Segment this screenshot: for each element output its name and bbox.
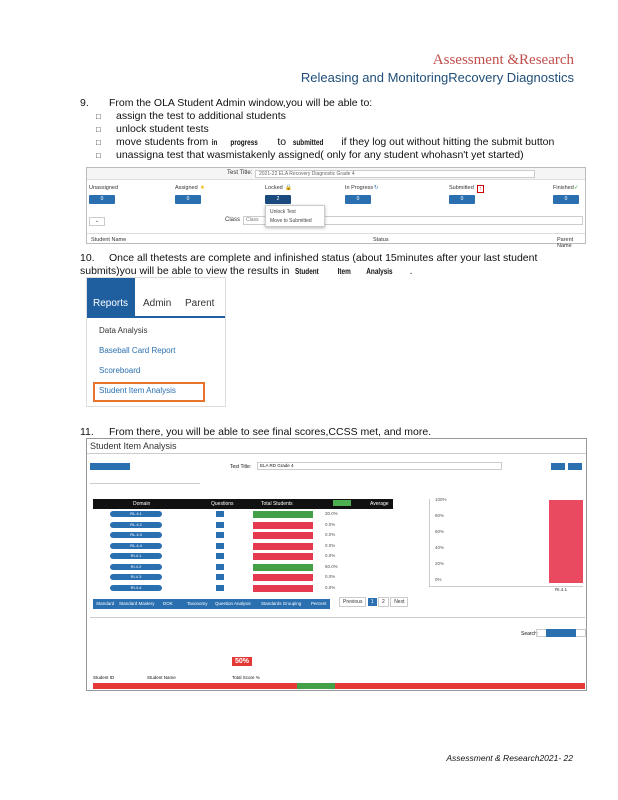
mastery-bar	[253, 543, 313, 550]
tab-question-analysis[interactable]: Question Analysis	[215, 601, 251, 606]
tab-standard-mastery[interactable]: Standard Mastery	[119, 601, 155, 606]
class-label: Class	[225, 217, 241, 223]
menu-data-analysis: Data Analysis	[99, 326, 148, 335]
axis-tick-label: 80%	[435, 513, 445, 518]
step9-number: 9.	[80, 97, 89, 109]
sia-test-title-label: Test Title:	[230, 464, 252, 470]
table-row	[93, 574, 336, 583]
step9-bullet-2: □ unlock student tests	[96, 123, 209, 135]
sia-tabs	[90, 475, 200, 484]
header-title: Assessment &Research	[432, 52, 574, 68]
mastery-bar	[253, 564, 313, 571]
in-progress-count-button[interactable]: 0	[345, 195, 371, 204]
sia-bottom-tabs	[93, 599, 330, 609]
test-title-label: Test Title:	[227, 170, 253, 176]
nav-parent[interactable]: Parent	[185, 298, 215, 309]
score-badge: 50%	[232, 657, 252, 666]
col-unassigned: Unassigned	[89, 185, 119, 191]
lock-icon: 🔒	[285, 185, 292, 191]
standard-button[interactable]: RI.4.4	[110, 585, 162, 591]
refresh-icon: ↻	[374, 185, 379, 191]
axis-tick-label: 0%	[435, 577, 442, 582]
header-subtitle: Releasing and MonitoringRecovery Diagnostics	[300, 70, 574, 85]
row-percent: 0.0%	[325, 532, 336, 537]
axis-tick-label: 100%	[435, 497, 447, 502]
mastery-bar	[253, 585, 313, 592]
nav-admin[interactable]: Admin	[143, 298, 172, 309]
footer: Assessment & Research2021- 22	[446, 753, 573, 763]
col-in-progress: In Progress	[345, 185, 374, 191]
table-row	[93, 584, 336, 594]
tab-percent[interactable]: Percent	[311, 601, 327, 606]
step9-bullet-4: □ unassigna test that wasmistakenly assigned( only for any student whohasn't yet started)	[96, 149, 524, 161]
submitted-icon: ↑	[479, 186, 482, 192]
submitted-count-button[interactable]: 0	[449, 195, 475, 204]
question-count-cell	[216, 585, 224, 591]
tab-taxonomy[interactable]: Taxonomy	[187, 601, 208, 606]
sia-title: Student Item Analysis	[90, 441, 177, 451]
step10-line2: submits)you will be able to view the results in Student Item Analysis .	[80, 265, 413, 277]
student-id-header[interactable]: Student ID	[93, 675, 115, 680]
sia-test-select[interactable]: ELA RD Grade 4	[257, 462, 502, 470]
standard-button[interactable]: RL.4.2	[110, 522, 162, 528]
test-title-bar	[87, 168, 585, 180]
student-admin-screenshot	[86, 167, 586, 249]
standard-button[interactable]: RI.4.1	[110, 553, 162, 559]
test-title-select[interactable]: 2021-22 ELA Recovery Diagnostic Grade 4	[255, 170, 535, 178]
sia-table-header	[93, 499, 393, 509]
col-total-students[interactable]: Total Students	[261, 501, 293, 507]
export-button[interactable]	[568, 463, 582, 470]
axis-tick-label: 60%	[435, 529, 445, 534]
menu-scoreboard[interactable]: Scoreboard	[99, 366, 141, 375]
status-columns	[87, 182, 585, 194]
tab-standard[interactable]: Standard	[96, 601, 115, 606]
step11-text: From there, you will be able to see final scores,CCSS met, and more.	[109, 426, 432, 438]
pager-page-2[interactable]: 2	[378, 597, 389, 607]
star-icon: ★	[200, 185, 205, 191]
step10-number: 10.	[80, 252, 95, 264]
question-count-cell	[216, 564, 224, 570]
axis-tick-label: 40%	[435, 545, 445, 550]
standard-button[interactable]: RI.4.3	[110, 574, 162, 580]
col-questions[interactable]: Questions	[211, 501, 234, 507]
mastery-bar	[253, 553, 313, 560]
step10-line1: Once all thetests are complete and infinished status (about 15minutes after your last student	[109, 252, 538, 264]
question-count-cell	[216, 511, 224, 517]
class-row	[87, 214, 585, 228]
row-percent: 0.0%	[325, 521, 336, 527]
col-assigned: Assigned	[175, 185, 198, 191]
col-average[interactable]: Average	[370, 501, 389, 507]
table-row	[93, 542, 336, 552]
go-button[interactable]	[551, 463, 565, 470]
student-score-row	[93, 683, 585, 689]
question-count-cell	[216, 532, 224, 538]
col-submitted: Submitted	[449, 185, 474, 191]
status-header[interactable]: Status	[373, 237, 389, 243]
standard-button[interactable]: RL.4.1	[110, 511, 162, 517]
row-percent: 0.0%	[325, 542, 336, 548]
step11-number: 11.	[80, 426, 94, 438]
parent-name-header[interactable]: Parent Name	[557, 237, 574, 249]
col-finished: Finished	[553, 185, 574, 191]
mastery-bar	[253, 522, 313, 529]
pager-page-1[interactable]: 1	[368, 598, 377, 606]
nav-reports[interactable]: Reports	[87, 278, 135, 318]
table-row	[93, 532, 336, 541]
total-score-header[interactable]: Total Score %	[232, 675, 260, 680]
step9-text: From the OLA Student Admin window,you will be able to:	[109, 97, 373, 109]
row-percent: 0.0%	[325, 553, 336, 558]
standard-button[interactable]: RI.4.2	[110, 564, 162, 570]
table-row	[93, 511, 338, 520]
standard-button[interactable]: RL.4.3	[110, 532, 162, 538]
col-locked: Locked	[265, 185, 283, 191]
axis-tick-label: 20%	[435, 561, 445, 566]
table-row	[93, 553, 336, 562]
tab-dok[interactable]: DOK	[163, 601, 173, 606]
menu-baseball-card-report[interactable]: Baseball Card Report	[99, 346, 176, 355]
standard-button[interactable]: RL.4.4	[110, 543, 162, 549]
top-nav	[87, 278, 225, 318]
student-name-header[interactable]: Student Name	[147, 675, 176, 680]
menu-unlock-test[interactable]: Unlock Test	[270, 209, 296, 215]
check-icon: ✓	[574, 185, 579, 191]
menu-move-to-submitted[interactable]: Move to Submitted	[270, 218, 312, 224]
locked-dropdown-menu	[265, 205, 325, 227]
col-domain[interactable]: Domain	[133, 501, 151, 507]
sia-pager	[339, 599, 408, 605]
question-count-cell	[216, 522, 224, 528]
menu-student-item-analysis[interactable]: Student Item Analysis	[99, 386, 176, 395]
reports-menu-screenshot	[86, 277, 226, 407]
table-header	[87, 233, 585, 249]
school-select[interactable]	[90, 463, 130, 470]
chart-x-label: RI.4.1	[555, 587, 568, 592]
mastery-bar	[253, 574, 313, 581]
table-row	[93, 521, 336, 531]
pager-previous[interactable]: Previous	[339, 597, 366, 607]
highlight-box	[93, 382, 205, 402]
question-count-cell	[216, 543, 224, 549]
assigned-count-button[interactable]: 0	[175, 195, 201, 204]
student-name-header[interactable]: Student Name	[91, 237, 127, 243]
question-count-cell	[216, 553, 224, 559]
student-item-analysis-screenshot	[86, 438, 587, 691]
row-percent: 0.0%	[325, 584, 336, 590]
unassigned-count-button[interactable]: 0	[89, 195, 115, 204]
pager-next[interactable]: Next	[390, 597, 408, 607]
mastery-bar	[253, 511, 313, 518]
question-count-cell	[216, 574, 224, 580]
search-label: Search:	[521, 631, 539, 637]
row-percent: 30.0%	[325, 511, 338, 516]
class-select[interactable]: Class	[243, 216, 583, 225]
step9-bullet-3: □ move students from in progress to submitted if they log out without hitting the submit button	[96, 136, 555, 148]
chart-bar	[549, 500, 583, 583]
score-cell-green	[297, 683, 335, 689]
tab-standards-grouping[interactable]: Standards Grouping	[261, 601, 302, 606]
search-button[interactable]	[546, 629, 576, 637]
legend-swatch	[333, 500, 351, 506]
step9-bullet-1: □ assign the test to additional students	[96, 110, 286, 122]
chevron-down-icon[interactable]: ⌄	[89, 217, 105, 226]
table-row	[93, 563, 338, 573]
row-percent: 0.0%	[325, 574, 336, 579]
row-percent: 50.0%	[325, 563, 338, 569]
finished-count-button[interactable]: 0	[553, 195, 579, 204]
mastery-bar	[253, 532, 313, 539]
locked-count-button[interactable]: 2	[265, 195, 291, 204]
